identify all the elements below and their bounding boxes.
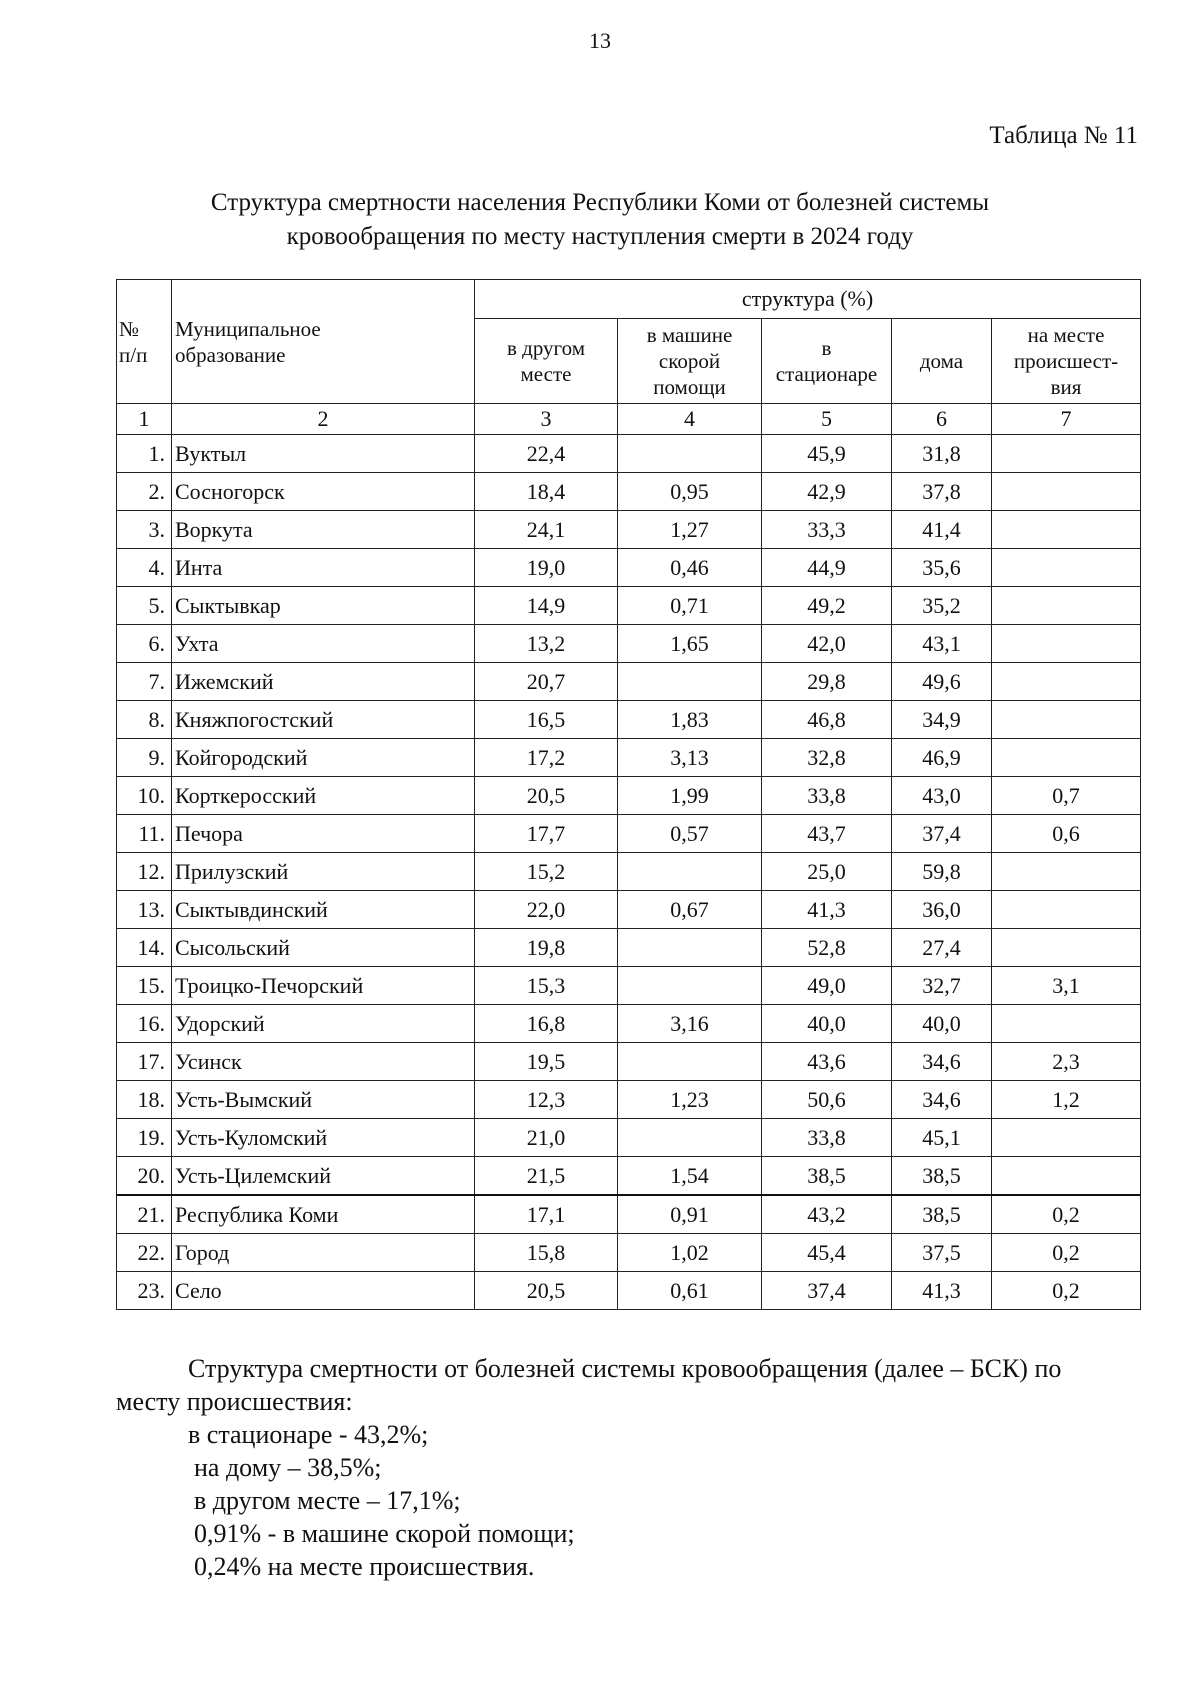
ambulance-value: 1,99	[618, 777, 762, 815]
table-row	[117, 549, 1141, 587]
header-num: № п/п	[117, 280, 172, 404]
home-value: 27,4	[892, 929, 992, 967]
ambulance-value	[618, 435, 762, 473]
row-index: 6.	[117, 625, 172, 663]
home-value: 34,6	[892, 1043, 992, 1081]
other-place-value: 22,4	[475, 435, 618, 473]
home-value: 35,6	[892, 549, 992, 587]
table-row	[117, 777, 1141, 815]
incident-site-value: 2,3	[992, 1043, 1141, 1081]
row-index: 11.	[117, 815, 172, 853]
column-number-2: 2	[172, 404, 475, 435]
hospital-value: 43,6	[762, 1043, 892, 1081]
incident-site-value: 0,7	[992, 777, 1141, 815]
table-row	[117, 967, 1141, 1005]
home-value: 35,2	[892, 587, 992, 625]
ambulance-value	[618, 1119, 762, 1157]
row-index: 19.	[117, 1119, 172, 1157]
incident-site-value	[992, 625, 1141, 663]
summary-item-incident-site: 0,24% на месте происшествия.	[194, 1552, 535, 1581]
home-value: 38,5	[892, 1195, 992, 1234]
row-index: 3.	[117, 511, 172, 549]
hospital-value: 44,9	[762, 549, 892, 587]
other-place-value: 18,4	[475, 473, 618, 511]
header-incident-site: на месте происшест- вия	[992, 319, 1141, 404]
table-row	[117, 1081, 1141, 1119]
hospital-value: 52,8	[762, 929, 892, 967]
incident-site-value: 0,2	[992, 1272, 1141, 1310]
table-row	[117, 701, 1141, 739]
ambulance-value	[618, 929, 762, 967]
home-value: 43,0	[892, 777, 992, 815]
summary-item-home: на дому – 38,5%;	[194, 1453, 382, 1482]
ambulance-value: 0,61	[618, 1272, 762, 1310]
municipality-name: Сыктывкар	[172, 587, 475, 625]
header-home: дома	[892, 319, 992, 404]
home-value: 49,6	[892, 663, 992, 701]
table-row	[117, 625, 1141, 663]
row-index: 14.	[117, 929, 172, 967]
incident-site-value: 0,2	[992, 1195, 1141, 1234]
municipality-name: Сыктывдинский	[172, 891, 475, 929]
row-index: 16.	[117, 1005, 172, 1043]
home-value: 46,9	[892, 739, 992, 777]
municipality-name: Усть-Куломский	[172, 1119, 475, 1157]
summary-item-hospital: в стационаре - 43,2%;	[188, 1420, 429, 1449]
hospital-value: 42,0	[762, 625, 892, 663]
row-index: 4.	[117, 549, 172, 587]
table-title	[0, 186, 1200, 254]
row-index: 17.	[117, 1043, 172, 1081]
ambulance-value	[618, 967, 762, 1005]
other-place-value: 14,9	[475, 587, 618, 625]
other-place-value: 17,7	[475, 815, 618, 853]
table-row	[117, 663, 1141, 701]
table-row	[117, 1043, 1141, 1081]
table-row	[117, 1157, 1141, 1196]
hospital-value: 50,6	[762, 1081, 892, 1119]
ambulance-value: 0,67	[618, 891, 762, 929]
other-place-value: 16,5	[475, 701, 618, 739]
municipality-name: Усть-Вымский	[172, 1081, 475, 1119]
ambulance-value	[618, 1043, 762, 1081]
incident-site-value	[992, 891, 1141, 929]
municipality-name: Сысольский	[172, 929, 475, 967]
home-value: 40,0	[892, 1005, 992, 1043]
other-place-value: 17,2	[475, 739, 618, 777]
hospital-value: 32,8	[762, 739, 892, 777]
incident-site-value: 0,2	[992, 1234, 1141, 1272]
other-place-value: 20,5	[475, 1272, 618, 1310]
table-row	[117, 1234, 1141, 1272]
table-row	[117, 1272, 1141, 1310]
municipality-name: Княжпогостский	[172, 701, 475, 739]
hospital-value: 49,0	[762, 967, 892, 1005]
home-value: 45,1	[892, 1119, 992, 1157]
mortality-structure-table	[116, 279, 1141, 1310]
ambulance-value: 0,91	[618, 1195, 762, 1234]
table-row	[117, 853, 1141, 891]
summary-paragraph	[116, 1352, 1140, 1418]
row-index: 2.	[117, 473, 172, 511]
other-place-value: 24,1	[475, 511, 618, 549]
municipality-name: Удорский	[172, 1005, 475, 1043]
other-place-value: 17,1	[475, 1195, 618, 1234]
hospital-value: 42,9	[762, 473, 892, 511]
table-label: Таблица № 11	[989, 122, 1138, 149]
municipality-name: Республика Коми	[172, 1195, 475, 1234]
row-index: 15.	[117, 967, 172, 1005]
row-index: 21.	[117, 1195, 172, 1234]
other-place-value: 15,2	[475, 853, 618, 891]
hospital-value: 43,7	[762, 815, 892, 853]
ambulance-value: 3,16	[618, 1005, 762, 1043]
incident-site-value	[992, 853, 1141, 891]
municipality-name: Ухта	[172, 625, 475, 663]
column-number-7: 7	[992, 404, 1141, 435]
table-row	[117, 891, 1141, 929]
ambulance-value: 1,54	[618, 1157, 762, 1196]
header-municipality: Муниципальное образование	[172, 280, 475, 404]
home-value: 31,8	[892, 435, 992, 473]
home-value: 34,6	[892, 1081, 992, 1119]
hospital-value: 33,8	[762, 777, 892, 815]
municipality-name: Вуктыл	[172, 435, 475, 473]
hospital-value: 29,8	[762, 663, 892, 701]
other-place-value: 20,5	[475, 777, 618, 815]
table-title-line-1: Структура смертности населения Республики Коми от болезней системы	[210, 189, 990, 216]
municipality-name: Сосногорск	[172, 473, 475, 511]
row-index: 20.	[117, 1157, 172, 1196]
ambulance-value: 1,27	[618, 511, 762, 549]
incident-site-value	[992, 929, 1141, 967]
row-index: 12.	[117, 853, 172, 891]
hospital-value: 45,4	[762, 1234, 892, 1272]
home-value: 37,5	[892, 1234, 992, 1272]
row-index: 22.	[117, 1234, 172, 1272]
municipality-name: Печора	[172, 815, 475, 853]
other-place-value: 15,3	[475, 967, 618, 1005]
hospital-value: 37,4	[762, 1272, 892, 1310]
hospital-value: 38,5	[762, 1157, 892, 1196]
other-place-value: 21,5	[475, 1157, 618, 1196]
incident-site-value	[992, 435, 1141, 473]
table-row	[117, 435, 1141, 473]
municipality-name: Воркута	[172, 511, 475, 549]
incident-site-value	[992, 1119, 1141, 1157]
incident-site-value	[992, 739, 1141, 777]
table-row	[117, 587, 1141, 625]
page-number: 13	[589, 28, 611, 53]
municipality-name: Усть-Цилемский	[172, 1157, 475, 1196]
home-value: 37,4	[892, 815, 992, 853]
municipality-name: Ижемский	[172, 663, 475, 701]
incident-site-value	[992, 1005, 1141, 1043]
table-row	[117, 1005, 1141, 1043]
hospital-value: 49,2	[762, 587, 892, 625]
summary-line-1: Структура смертности от болезней системы кровообращения (далее – БСК) по	[188, 1354, 1062, 1383]
ambulance-value: 1,83	[618, 701, 762, 739]
incident-site-value: 0,6	[992, 815, 1141, 853]
table-row	[117, 511, 1141, 549]
other-place-value: 16,8	[475, 1005, 618, 1043]
municipality-name: Город	[172, 1234, 475, 1272]
incident-site-value	[992, 473, 1141, 511]
summary-list	[188, 1418, 575, 1583]
hospital-value: 46,8	[762, 701, 892, 739]
incident-site-value	[992, 1157, 1141, 1196]
other-place-value: 21,0	[475, 1119, 618, 1157]
row-index: 18.	[117, 1081, 172, 1119]
column-number-6: 6	[892, 404, 992, 435]
hospital-value: 40,0	[762, 1005, 892, 1043]
other-place-value: 15,8	[475, 1234, 618, 1272]
municipality-name: Троицко-Печорский	[172, 967, 475, 1005]
header-ambulance: в машине скорой помощи	[618, 319, 762, 404]
municipality-name: Инта	[172, 549, 475, 587]
municipality-name: Койгородский	[172, 739, 475, 777]
header-hospital: в стационаре	[762, 319, 892, 404]
table-row	[117, 1195, 1141, 1234]
row-index: 5.	[117, 587, 172, 625]
row-index: 13.	[117, 891, 172, 929]
hospital-value: 43,2	[762, 1195, 892, 1234]
hospital-value: 33,3	[762, 511, 892, 549]
table-body	[117, 435, 1141, 1310]
ambulance-value: 0,71	[618, 587, 762, 625]
summary-line-2: месту происшествия:	[116, 1387, 353, 1416]
header-structure: структура (%)	[475, 280, 1141, 319]
other-place-value: 19,8	[475, 929, 618, 967]
other-place-value: 19,5	[475, 1043, 618, 1081]
home-value: 43,1	[892, 625, 992, 663]
table-row	[117, 1119, 1141, 1157]
home-value: 59,8	[892, 853, 992, 891]
home-value: 38,5	[892, 1157, 992, 1196]
column-number-3: 3	[475, 404, 618, 435]
home-value: 41,3	[892, 1272, 992, 1310]
incident-site-value	[992, 511, 1141, 549]
incident-site-value	[992, 701, 1141, 739]
municipality-name: Усинск	[172, 1043, 475, 1081]
municipality-name: Село	[172, 1272, 475, 1310]
incident-site-value	[992, 587, 1141, 625]
hospital-value: 33,8	[762, 1119, 892, 1157]
incident-site-value	[992, 663, 1141, 701]
row-index: 9.	[117, 739, 172, 777]
column-number-5: 5	[762, 404, 892, 435]
row-index: 23.	[117, 1272, 172, 1310]
hospital-value: 45,9	[762, 435, 892, 473]
other-place-value: 22,0	[475, 891, 618, 929]
table-row	[117, 929, 1141, 967]
ambulance-value: 0,46	[618, 549, 762, 587]
table-row	[117, 473, 1141, 511]
other-place-value: 19,0	[475, 549, 618, 587]
home-value: 34,9	[892, 701, 992, 739]
table-header	[117, 280, 1141, 435]
ambulance-value: 0,57	[618, 815, 762, 853]
other-place-value: 13,2	[475, 625, 618, 663]
column-number-1: 1	[117, 404, 172, 435]
incident-site-value: 3,1	[992, 967, 1141, 1005]
home-value: 36,0	[892, 891, 992, 929]
summary-item-other-place: в другом месте – 17,1%;	[194, 1486, 461, 1515]
column-number-row	[117, 404, 1141, 435]
ambulance-value: 1,65	[618, 625, 762, 663]
ambulance-value	[618, 663, 762, 701]
ambulance-value: 3,13	[618, 739, 762, 777]
ambulance-value: 0,95	[618, 473, 762, 511]
row-index: 8.	[117, 701, 172, 739]
incident-site-value	[992, 549, 1141, 587]
row-index: 7.	[117, 663, 172, 701]
summary-item-ambulance: 0,91% - в машине скорой помощи;	[194, 1519, 575, 1548]
ambulance-value	[618, 853, 762, 891]
header-other-place: в другом месте	[475, 319, 618, 404]
municipality-name: Корткеросский	[172, 777, 475, 815]
table-row	[117, 739, 1141, 777]
home-value: 32,7	[892, 967, 992, 1005]
home-value: 41,4	[892, 511, 992, 549]
hospital-value: 25,0	[762, 853, 892, 891]
incident-site-value: 1,2	[992, 1081, 1141, 1119]
table-title-line-2: кровообращения по месту наступления смерти в 2024 году	[286, 223, 914, 250]
hospital-value: 41,3	[762, 891, 892, 929]
ambulance-value: 1,02	[618, 1234, 762, 1272]
other-place-value: 20,7	[475, 663, 618, 701]
home-value: 37,8	[892, 473, 992, 511]
municipality-name: Прилузский	[172, 853, 475, 891]
row-index: 1.	[117, 435, 172, 473]
ambulance-value: 1,23	[618, 1081, 762, 1119]
other-place-value: 12,3	[475, 1081, 618, 1119]
table-row	[117, 815, 1141, 853]
column-number-4: 4	[618, 404, 762, 435]
row-index: 10.	[117, 777, 172, 815]
